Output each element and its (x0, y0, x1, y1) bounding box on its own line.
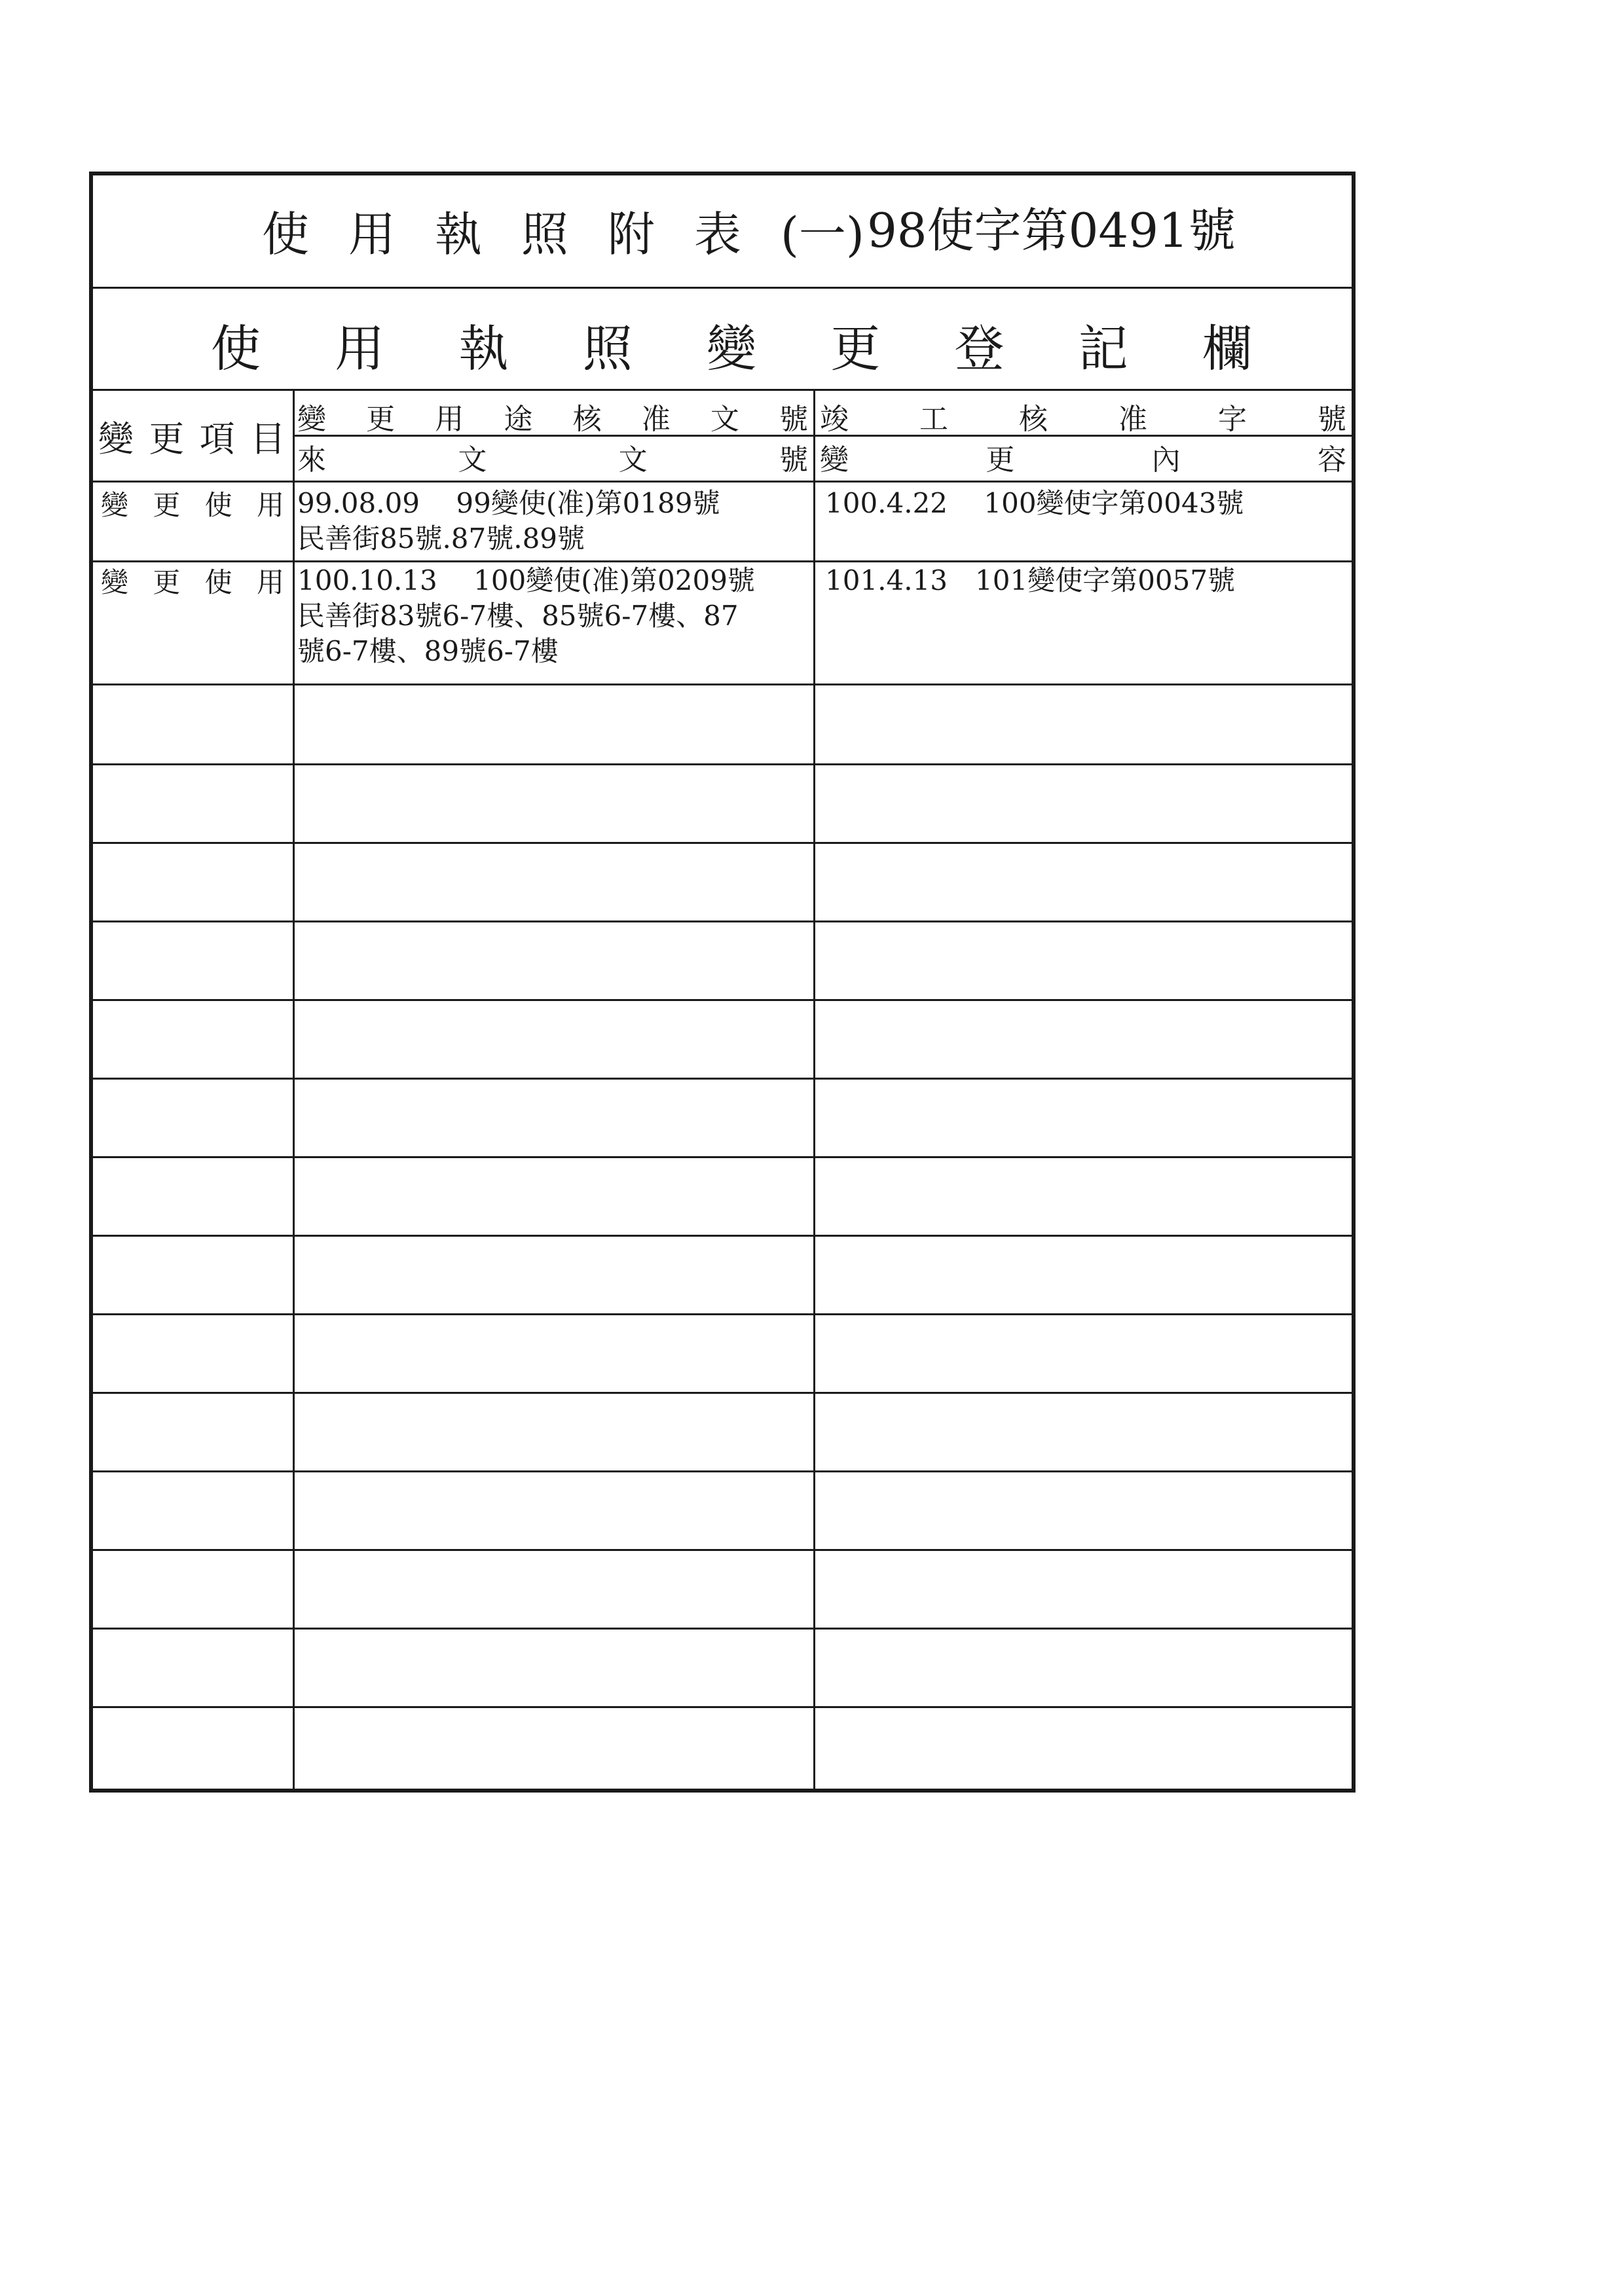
header-source-doc-no: 來 文 文 號 (297, 443, 808, 477)
row-completion: 100.4.22 100變使字第0043號 (825, 487, 1244, 519)
header-approval-doc-no: 變 更 用 途 核 准 文 號 (297, 403, 808, 436)
divider (93, 1392, 1352, 1394)
divider (93, 999, 1352, 1001)
header-change-content: 變 更 內 容 (820, 443, 1346, 477)
row-approval-doc: 99.08.09 99變使(准)第0189號 民善街85號.87號.89號 (297, 487, 720, 555)
column-divider (813, 389, 815, 1789)
divider (93, 763, 1352, 765)
divider (93, 481, 1352, 483)
divider (93, 683, 1352, 685)
header-change-item: 變 更 項 目 (98, 418, 286, 460)
divider (93, 1470, 1352, 1472)
divider (93, 1549, 1352, 1551)
document-title: 使 用 執 照 附 表 (一) (262, 207, 864, 262)
divider (93, 1078, 1352, 1080)
divider (93, 287, 1352, 289)
divider (93, 1628, 1352, 1630)
header-subdivider (293, 435, 1352, 437)
divider (93, 1313, 1352, 1315)
license-change-table (89, 172, 1356, 1793)
license-number: 98使字第0491號 (867, 203, 1236, 258)
divider (93, 920, 1352, 922)
row-approval-doc: 100.10.13 100變使(准)第0209號 民善街83號6-7樓、85號6-7樓、87 號6-7樓、89號6-7樓 (297, 564, 755, 667)
divider (93, 1706, 1352, 1708)
section-title: 使 用 執 照 變 更 登 記 欄 (211, 319, 1252, 378)
row-completion: 101.4.13 101變使字第0057號 (825, 564, 1236, 596)
row-item: 變 更 使 用 (101, 489, 284, 521)
divider (93, 389, 1352, 391)
row-item: 變 更 使 用 (101, 566, 284, 598)
column-divider (293, 389, 295, 1789)
divider (93, 842, 1352, 844)
divider (93, 1235, 1352, 1237)
header-completion-approval-no: 竣 工 核 准 字 號 (820, 403, 1346, 436)
divider (93, 1156, 1352, 1158)
